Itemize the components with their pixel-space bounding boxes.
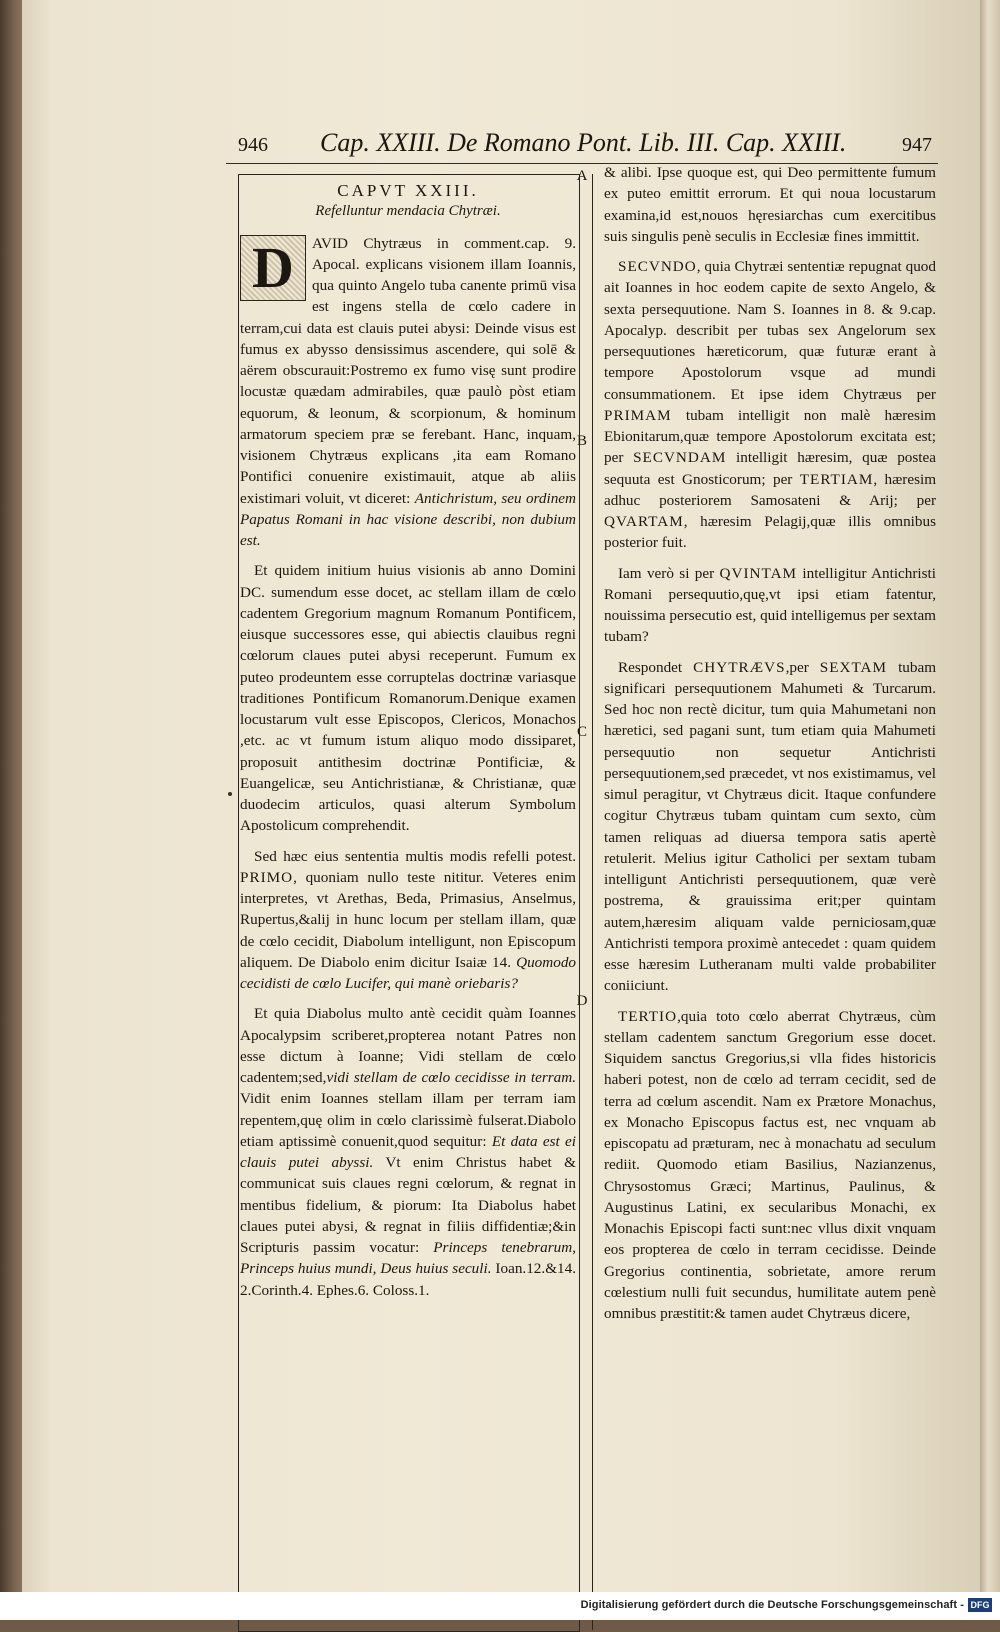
- quote: vidi stellam de cœlo cecidisse in terram.: [326, 1069, 576, 1086]
- right-column: [604, 162, 936, 1324]
- column-divider: [592, 174, 593, 1630]
- page-number-right: 947: [902, 134, 932, 156]
- quote: Quomodo cecidisti de cœlo Lucifer, qui manè oriebaris?: [240, 953, 577, 992]
- paragraph: SECVNDO, quia Chytræi sententiæ repugnat quod ait Ioannes in hoc eodem capite de sexto Angelo, & sexta persequutione. Nam S. Ioannes in 8. & 9.cap. Apocalyp. describit per tubas sex Angelorum sex persequutiones hæreticorum, quæ futuræ erant à tempore Apostolorum vsque ad mundi consummationem. Et ipse idem Chytræus per PRIMAM tubam intelligit non malè hæresim Ebionitarum,quæ tempore Apostolorum excitata est; per SECVNDAM intelligit hæresim, quæ postea sequuta est Gnosticorum; per TERTIAM, hæresim adhuc posteriorem Samosateni & Arij; per QVARTAM, hæresim Pelagij,quæ illis omnibus posterior fuit.: [604, 258, 937, 552]
- chapter-subtitle: Refelluntur mendacia Chytræi.: [315, 203, 501, 220]
- paragraph: Iam verò si per QVINTAM intelligitur Antichristi Romani persequutio,quę,vt ipsi etiam fatentur, nouissima persecutio est, quid intelligemus per sextam tubam?: [604, 564, 937, 646]
- book-binding: [0, 0, 24, 1620]
- paragraph: Respondet CHYTRÆVS,per SEXTAM tubam significari persequutionem Mahumeti & Turcarum. Sed hoc non rectè dicitur, tum quia Mahumetani non hæretici, sed pagani sunt, tum etiam quia Mahumeti persequutio non sequetur Antichristi persequutionem,sed præcedet, vt nos existimamus, vel simul peragitur, vt Chytræus dicit. Itaque confundere cogitur Chytræus tubam quintam cum sexto, cùm tamen reliquas ad diuersa tempora satis apertè retulerit. Melius igitur Catholici per sextam tubam intelligunt Antichristi persequutionem, quæ verè postrema, & grauissima erit;per quintam autem,hæresim aliquam valde perniciosam,quæ Antichristi tempora proximè antecedet : quam quidem esse hæresim Lutheranam multi valde probabiliter coniiciunt.: [604, 658, 937, 995]
- margin-letter-c: C: [576, 724, 587, 740]
- quote: Antichristum, seu ordinem Papatus Romani in hac visione describi, non dubium est.: [240, 489, 576, 549]
- margin-letter-b: B: [576, 433, 587, 449]
- quote: Et data est ei clauis putei abyssi.: [240, 1132, 576, 1171]
- paragraph: Et quia Diabolus multo antè cecidit quàm Ioannes Apocalypsim scriberet,propterea notant Patres non esse dictum à Ioanne; Vidi stellam de cœlo cadentem;sed,vidi stellam de cœlo cecidisse in terram. Vidit enim Ioannes stellam illam per terram iam repentem,quę olim in cœlo clarissimè fulserat.Diabolo etiam aptissimè conuenit,quod sequitur: Et data est ei clauis putei abyssi. Vt enim Christus habet & communicat suis claues regni cœlorum, & regnat in mentibus fidelium, & piorum: Ita Diabolus habet claues putei abysi, & regnat in filiis diffidentiæ;&in Scripturis passim vocatur: Princeps tenebrarum, Princeps huius mundi, Deus huius seculi. Ioan.12.&14. 2.Corinth.4. Ephes.6. Coloss.1.: [240, 1005, 576, 1299]
- paragraph: Sed hæc eius sententia multis modis refelli potest. PRIMO, quoniam nullo teste nititur. Veteres enim interpretes, vt Arethas, Beda, Primasius, Anselmus, Rupertus,&alij in hunc locum per stellam illam, quæ de cœlo cecidit, Diabolum intelligunt, non Episcopum aliquem. De Diabolo enim dicitur Isaiæ 14. Quomodo cecidisti de cœlo Lucifer, qui manè oriebaris?: [240, 847, 577, 992]
- quote: Princeps tenebrarum, Princeps huius mundi, Deus huius seculi.: [240, 1239, 576, 1278]
- footer-credit: Digitalisierung gefördert durch die Deutsche Forschungsgemeinschaft -: [580, 1599, 964, 1611]
- chapter-title: CAPVT XXIII.: [337, 181, 479, 200]
- paragraph: D AVID Chytræus in comment.cap. 9. Apocal. explicans visionem illam Ioannis, qua quinto Angelo tuba canente primū visa est ingens stella de cœlo cadere in terram,cui data est clauis putei abysi: Deinde visus est fumus ex abysso densissimus ascendere, qui solē & aërem obscurauit:Postremo ex fumo visę sunt prodire locustæ quædam admirabiles, quæ paulò pòst etiam equorum, & leonum, & scorpionum, & hominum armatorum speciem præ se ferebant. Hanc, inquam, visionem Chytræus explicans ,ita eam Romano Pontifici conuenire existimauit, atque ab aliis existimari voluit, vt diceret: Antichristum, seu ordinem Papatus Romani in hac visione describi, non dubium est.: [240, 234, 576, 549]
- page-number-left: 946: [238, 134, 268, 156]
- margin-dot: [228, 792, 232, 796]
- left-column: [240, 176, 576, 1301]
- running-title: Cap. XXIII. De Romano Pont. Lib. III. Cap. XXIII.: [320, 128, 847, 157]
- facing-page-edge: [980, 0, 1000, 1592]
- dropcap-initial: D: [240, 235, 306, 301]
- paragraph: & alibi. Ipse quoque est, qui Deo permittente fumum ex puteo emittit errorum. Et qui noua locustarum examina,id est,nouos hęresiarchas cum exercitibus suis singulis penè seculis in Ecclesiæ fines immittit.: [604, 164, 936, 245]
- page-header: [220, 128, 940, 164]
- margin-letter-a: A: [576, 168, 588, 184]
- margin-letter-d: D: [576, 993, 588, 1009]
- dfg-logo: DFG: [968, 1598, 992, 1612]
- paragraph: TERTIO,quia toto cœlo aberrat Chytræus, cùm stellam cadentem sanctum Gregorium esse docet. Siquidem sanctus Gregorius,si vlla fides historicis haberi potest, non de cœlo ad terram cecidit, sed de terra ad cœlum ascendit. Nam ex Prætore Monachus, ex Monacho Episcopus factus est, nec vnquam ab episcopatu ad præturam, nec à monachatu ad seculum rediit. Quomodo etiam Basilius, Nazianzenus, Chrysostomus Græci; Martinus, Paulinus, & Augustinus Latini, ex secularibus Monachi, ex Monachis Episcopi facti sunt:nec vllus dixit vnquam eos propterea de cœlo in terram cecidisse. Deinde Gregorius continentia, sobrietate, amore rerum cœlestium nulli fuit secundus, humilitate autem penè omnibus præstitit:& tamen audet Chytræus dicere,: [604, 1007, 936, 1322]
- paragraph: Et quidem initium huius visionis ab anno Domini DC. sumendum esse docet, ac stellam illam de cœlo cadentem Gregorium magnum Romanum Pontificem, eiusque successores esse, qui abiectis clauibus regni cœlorum claues putei abysi receperunt. Fumum ex puteo prodeuntem esse corruptelas doctrinæ variasque traditiones Pontificum Romanorum.Denique examen locustarum vult esse Episcopos, Clericos, Monachos ,etc. ac vt fumum istum aliquo modo dissiparet, proposuit antithesim doctrinæ Pontificiæ, & Euangelicæ, seu Antichristianæ, & Christianæ, quæ duodecim articulos, quasi alterum Symbolum Apostolicum comprehendit.: [240, 562, 576, 835]
